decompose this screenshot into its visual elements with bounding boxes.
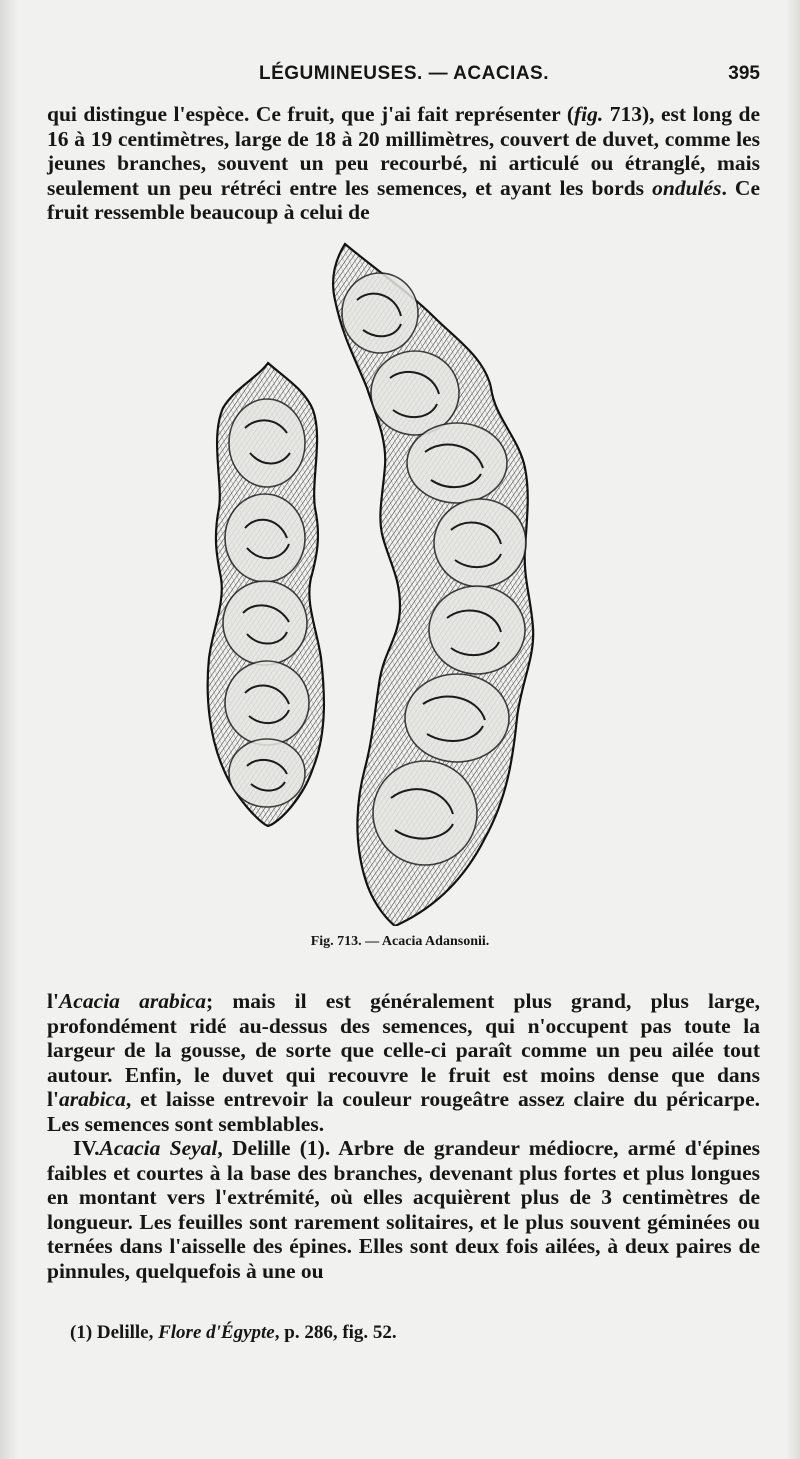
running-title: LÉGUMINEUSES. — ACACIAS. bbox=[259, 63, 549, 84]
pods-engraving bbox=[195, 238, 565, 926]
figure-caption: Fig. 713. — Acacia Adansonii. bbox=[310, 934, 490, 949]
paragraph-top-part2: 713), est long de 16 à 19 centimètres, large de 18 à 20 millimètres, couvert de duvet, comme les jeunes branches, souvent un peu recourbé, ni articulé ou étranglé, mais seulement un peu rétréci entre les semences, et ayant les bords bbox=[47, 102, 760, 200]
paragraph-top bbox=[47, 102, 760, 225]
paragraph-iv-text: , Delille (1). Arbre de grandeur médiocre, armé d'épines faibles et courtes à la base des branches, devenant plus fortes et plus longues en montant vers l'extrémité, où elles acquièrent plus de 3 centimètres de longueur. Les feuilles sont rarement solitaires, et le plus souvent géminées ou ternées dans l'aisselle des épines. Elles sont deux fois ailées, à deux paires de pinnules, quelquefois à une ou bbox=[47, 1136, 760, 1283]
running-head bbox=[48, 63, 760, 91]
paragraph-iv bbox=[47, 1136, 760, 1283]
paragraph-top-part1: qui distingue l'espèce. Ce fruit, que j'ai fait représenter ( bbox=[47, 102, 574, 126]
paragraph-continued-part1: l' bbox=[47, 989, 59, 1013]
species-ref-arabica: arabica bbox=[58, 1087, 126, 1111]
section-numeral: IV. bbox=[73, 1136, 100, 1160]
footnote-part2: , p. 286, fig. 52. bbox=[274, 1322, 397, 1343]
footnote bbox=[70, 1322, 397, 1344]
footnote-title: Flore d'Égypte bbox=[158, 1322, 275, 1343]
page-number: 395 bbox=[728, 63, 760, 84]
page-edge-shadow-left bbox=[0, 0, 18, 1459]
footnote-part1: (1) Delille, bbox=[70, 1322, 159, 1343]
page-edge-shadow-right bbox=[786, 0, 800, 1459]
species-name-seyal: Acacia Seyal bbox=[99, 1136, 218, 1160]
species-name-arabica: Acacia arabica bbox=[58, 989, 206, 1013]
figure-acacia-pods bbox=[195, 238, 565, 926]
fig-reference: fig. bbox=[573, 102, 604, 126]
paragraph-top-part3: . Ce fruit ressemble beaucoup à celui de bbox=[47, 175, 760, 224]
paragraph-continued-part3: , et laisse entrevoir la couleur rougeâtre assez claire du péricarpe. Les semences sont semblables. bbox=[47, 1087, 760, 1136]
pod-small bbox=[208, 363, 324, 826]
paragraph-bottom bbox=[47, 989, 760, 1283]
pod-large bbox=[333, 244, 533, 926]
paragraph-continued bbox=[47, 989, 760, 1136]
paragraph-continued-part2: ; mais il est généralement plus grand, plus large, profondément ridé au-dessus des semences, qui n'occupent pas toute la largeur de la gousse, de sorte que celle-ci paraît comme un peu ailée tout autour. Enfin, le duvet qui recouvre le fruit est moins dense que dans l' bbox=[47, 989, 760, 1111]
paragraph-top-italic: ondulés bbox=[652, 175, 722, 200]
